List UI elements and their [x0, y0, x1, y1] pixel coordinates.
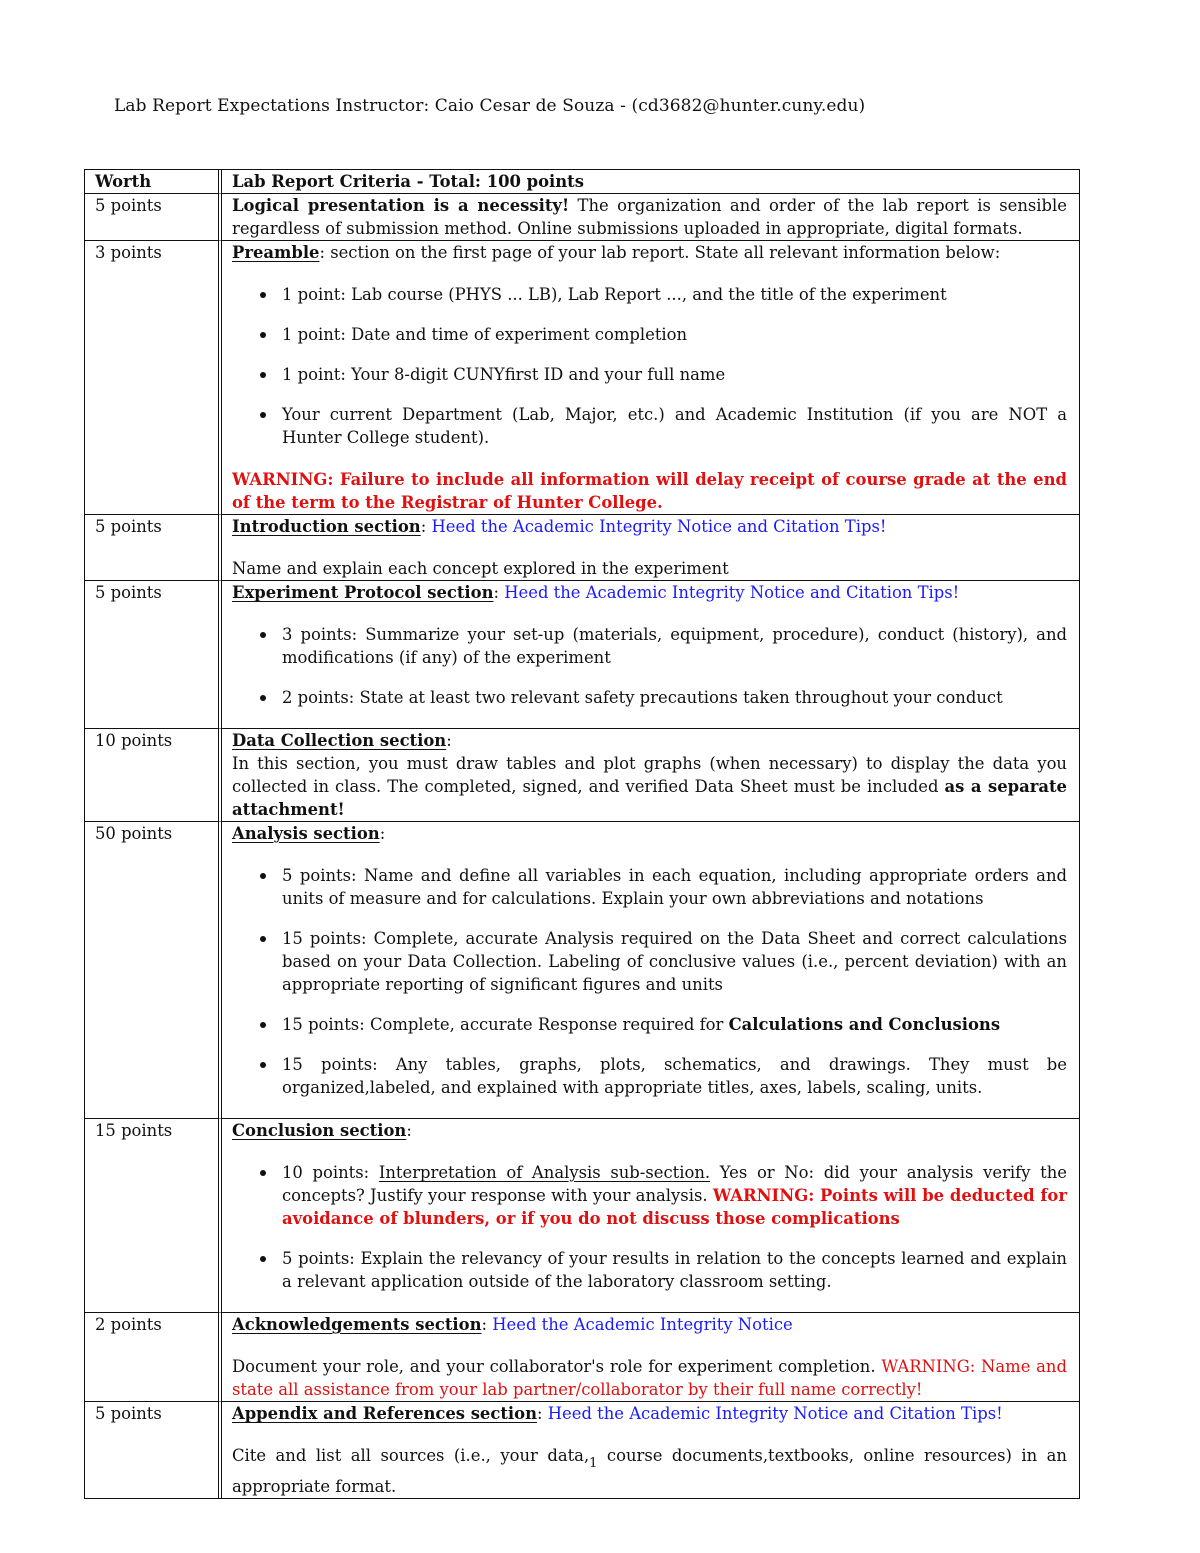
list-item [232, 1161, 1067, 1230]
criteria-table [84, 169, 1080, 1499]
criteria-title: Acknowledgements section [232, 1315, 482, 1334]
criteria-text: In this section, you must draw tables and plot graphs (when necessary) to display the data you collected in class. The completed, signed, and verified Data Sheet must be included [232, 754, 1067, 796]
list-item: 1 point: Lab course (PHYS ... LB), Lab Report ..., and the title of the experiment [232, 283, 1067, 306]
table-row-analysis [85, 822, 1079, 1119]
list-item [232, 1013, 1067, 1036]
criteria-title: Preamble [232, 243, 320, 262]
list-item: 2 points: State at least two relevant safety precautions taken throughout your conduct [232, 686, 1067, 709]
criteria-title: Data Collection section [232, 731, 447, 750]
list-item-text: 15 points: Complete, accurate Response required for [282, 1015, 724, 1034]
criteria-text: Name and explain each concept explored in the experiment [232, 559, 729, 578]
table-row-data-collection [85, 729, 1079, 822]
colon: : [420, 517, 427, 536]
conclusion-list [232, 1161, 1067, 1293]
list-item: 1 point: Your 8-digit CUNYfirst ID and your full name [232, 363, 1067, 386]
worth-column-header: Worth [85, 170, 222, 194]
worth-cell: 5 points [85, 581, 222, 729]
criteria-text: Document your role, and your collaborator's role for experiment completion. [232, 1357, 876, 1376]
criteria-text: course documents,textbooks, online resources) in an appropriate format. [232, 1446, 1067, 1496]
table-row-preamble [85, 241, 1079, 515]
criteria-cell [222, 194, 1079, 241]
table-header-row [85, 170, 1079, 194]
preamble-warning: WARNING: Failure to include all information will delay receipt of course grade at the end of the term to the Registrar of Hunter College. [232, 470, 1067, 512]
conclusion-warning: WARNING: Points will be deducted for avoidance of blunders, or if you do not discuss those complications [282, 1186, 1067, 1228]
list-item: 15 points: Complete, accurate Analysis required on the Data Sheet and correct calculations based on your Data Collection. Labeling of conclusive values (i.e., percent deviation) with an appropriate reporting of significant figures and units [232, 927, 1067, 996]
criteria-title: Analysis section [232, 824, 380, 843]
criteria-cell [222, 241, 1079, 515]
criteria-intro: : section on the first page of your lab report. State all relevant information below: [319, 243, 1001, 262]
criteria-title: Logical presentation is a necessity! [232, 196, 570, 215]
criteria-title: Experiment Protocol section [232, 583, 494, 602]
integrity-notice-link[interactable]: Heed the Academic Integrity Notice and Citation Tips! [504, 583, 960, 602]
list-item: Your current Department (Lab, Major, etc.) and Academic Institution (if you are NOT a Hunter College student). [232, 403, 1067, 449]
preamble-list [232, 283, 1067, 449]
table-row-acknowledgements [85, 1313, 1079, 1402]
criteria-cell [222, 1313, 1079, 1402]
colon: : [493, 583, 500, 602]
page-number: 1 [589, 1456, 598, 1471]
table-row-introduction [85, 515, 1079, 581]
worth-cell: 2 points [85, 1313, 222, 1402]
worth-cell: 3 points [85, 241, 222, 515]
list-item-underlined: Interpretation of Analysis sub-section. [378, 1163, 711, 1182]
worth-cell: 10 points [85, 729, 222, 822]
page-header: Lab Report Expectations Instructor: Caio Cesar de Souza - (cd3682@hunter.cuny.edu) [114, 96, 866, 116]
table-row-presentation [85, 194, 1079, 241]
table-row-conclusion [85, 1119, 1079, 1313]
criteria-text: Cite and list all sources (i.e., your data, [232, 1446, 590, 1465]
worth-cell: 5 points [85, 194, 222, 241]
protocol-list [232, 623, 1067, 709]
criteria-title: Appendix and References section [232, 1404, 537, 1423]
criteria-text: The organization and order of the lab report is sensible regardless of submission method. Online submissions uploaded in appropriate, digital formats. [232, 196, 1067, 238]
colon: : [379, 824, 386, 843]
criteria-cell [222, 515, 1079, 581]
colon: : [446, 731, 452, 750]
criteria-column-header: Lab Report Criteria - Total: 100 points [222, 170, 1079, 194]
table-row-references [85, 1402, 1079, 1498]
criteria-title: Introduction section [232, 517, 421, 536]
list-item: 3 points: Summarize your set-up (materials, equipment, procedure), conduct (history), and modifications (if any) of the experiment [232, 623, 1067, 669]
criteria-cell [222, 729, 1079, 822]
integrity-notice-link[interactable]: Heed the Academic Integrity Notice and Citation Tips! [431, 517, 887, 536]
criteria-emphasis: as a separate attachment! [232, 777, 1067, 819]
analysis-list [232, 864, 1067, 1099]
criteria-cell [222, 1402, 1079, 1498]
worth-cell: 5 points [85, 515, 222, 581]
list-item: 5 points: Explain the relevancy of your results in relation to the concepts learned and explain a relevant application outside of the laboratory classroom setting. [232, 1247, 1067, 1293]
list-item: 1 point: Date and time of experiment completion [232, 323, 1067, 346]
criteria-cell [222, 581, 1079, 729]
list-item-prefix: 10 points: [282, 1163, 370, 1182]
worth-cell: 50 points [85, 822, 222, 1119]
table-row-protocol [85, 581, 1079, 729]
colon: : [537, 1404, 543, 1423]
worth-cell: 5 points [85, 1402, 222, 1498]
colon: : [481, 1315, 488, 1334]
criteria-title: Conclusion section [232, 1121, 407, 1140]
integrity-notice-link[interactable]: Heed the Academic Integrity Notice [492, 1315, 793, 1334]
criteria-cell [222, 822, 1079, 1119]
integrity-notice-link[interactable]: Heed the Academic Integrity Notice and Citation Tips! [547, 1404, 1003, 1423]
list-item-emphasis: Calculations and Conclusions [728, 1015, 1001, 1034]
acknowledgements-warning: WARNING: Name and state all assistance from your lab partner/collaborator by their full name correctly! [232, 1357, 1067, 1399]
colon: : [406, 1121, 412, 1140]
list-item: 5 points: Name and define all variables in each equation, including appropriate orders and units of measure and for calculations. Explain your own abbreviations and notations [232, 864, 1067, 910]
worth-cell: 15 points [85, 1119, 222, 1313]
list-item-text: Yes or No: did your analysis verify the concepts? Justify your response with your analysis. [282, 1163, 1067, 1205]
list-item: 15 points: Any tables, graphs, plots, schematics, and drawings. They must be organized,labeled, and explained with appropriate titles, axes, labels, scaling, units. [232, 1053, 1067, 1099]
criteria-cell [222, 1119, 1079, 1313]
